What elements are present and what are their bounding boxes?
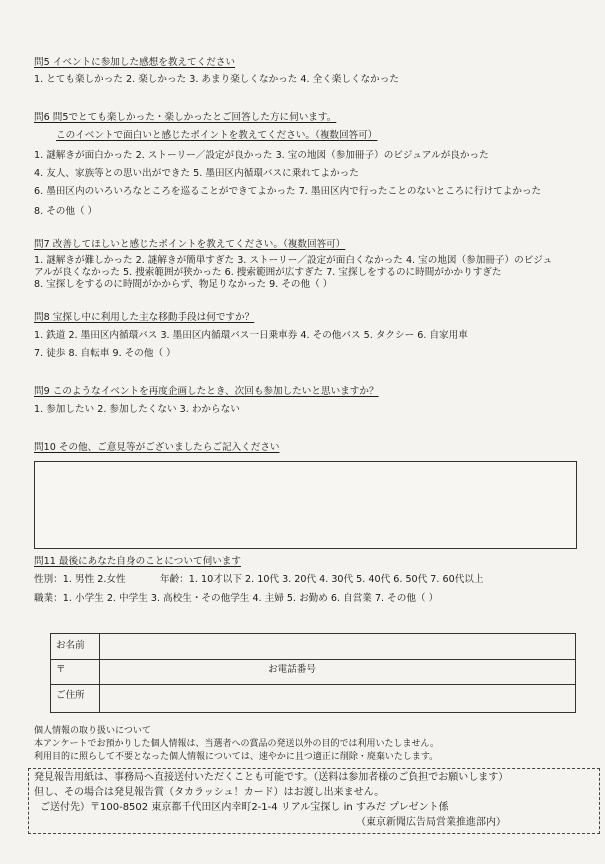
q6-options-line2[interactable]: 4. 友人、家族等との思い出ができた 5. 墨田区内循環バスに乗れてよかった	[34, 168, 359, 179]
q5-options[interactable]: 1. とても楽しかった 2. 楽しかった 3. あまり楽しくなかった 4. 全く楽しくなかった	[34, 74, 399, 85]
name-field[interactable]	[100, 634, 573, 658]
q7-options-line2[interactable]: アルが良くなかった 5. 捜索範囲が狭かった 6. 捜索範囲が広すぎた 7. 宝探しをするのに時間がかかりすぎた	[34, 267, 502, 278]
q6-subtitle: このイベントで面白いと感じたポイントを教えてください。（複数回答可）	[56, 130, 378, 141]
q8-options-line2[interactable]: 7. 徒歩 8. 自転車 9. その他（ ）	[34, 348, 176, 359]
q11-job[interactable]: 職業：1. 小学生 2. 中学生 3. 高校生・その他学生 4. 主婦 5. お勤め 6. 自営業 7. その他（ ）	[34, 593, 439, 604]
q9-title: 問9 このようなイベントを再度企画したとき、次回も参加したいと思いますか？	[34, 386, 379, 397]
q5-title: 問5 イベントに参加した感想を教えてください	[34, 57, 236, 68]
q10-comment-box[interactable]	[34, 461, 577, 549]
q9-options[interactable]: 1. 参加したい 2. 参加したくない 3. わからない	[34, 404, 240, 415]
phone-field[interactable]	[330, 659, 573, 683]
q6-options-line1[interactable]: 1. 謎解きが面白かった 2. ストーリー／設定が良かった 3. 宝の地図（参加冊子）のビジュアルが良かった	[34, 150, 489, 161]
q10-title: 問10 その他、ご意見等がございましたらご記入ください	[34, 442, 280, 453]
q8-title: 問8 宝探し中に利用した主な移動手段は何ですか？	[34, 312, 255, 323]
name-label: お名前	[56, 640, 85, 651]
q6-title: 問6 問5でとても楽しかった・楽しかったとご回答した方に伺います。	[34, 112, 337, 123]
q11-gender[interactable]: 性別：1. 男性 2.女性	[34, 574, 126, 585]
q6-options-line4[interactable]: 8. その他（ ）	[34, 206, 98, 217]
address-label: ご住所	[56, 690, 85, 701]
postal-label: 〒	[56, 664, 66, 675]
privacy-line1: 本アンケートでお預かりした個人情報は、当選者への賞品の発送以外の目的では利用いたしません。	[34, 739, 440, 749]
privacy-line2: 利用目的に照らして不要となった個人情報については、速やかに且つ適正に削除・廃棄いたします。	[34, 752, 439, 762]
postal-code-field[interactable]	[100, 659, 260, 683]
q7-title: 問7 改善してほしいと感じたポイントを教えてください。（複数回答可）	[34, 239, 346, 250]
notice-line1: 発見報告用紙は、事務局へ直接送付いただくことも可能です。（送料は参加者様のご負担でお願いします）	[34, 772, 509, 783]
notice-address: ご送付先）〒100-8502 東京都千代田区内幸町2-1-4 リアル宝探し in すみだ プレゼント係	[40, 802, 449, 813]
q6-options-line3[interactable]: 6. 墨田区内のいろいろなところを巡ることができてよかった 7. 墨田区内で行ったことのないところに行けてよかった	[34, 186, 542, 197]
phone-label: お電話番号	[268, 664, 316, 675]
q7-options-line1[interactable]: 1. 謎解きが難しかった 2. 謎解きが簡単すぎた 3. ストーリー／設定が面白くなかった 4. 宝の地図（参加冊子）のビジュ	[34, 255, 553, 266]
notice-department: （東京新聞広告局営業推進部内）	[356, 817, 506, 828]
q11-age[interactable]: 年齢：1. 10才以下 2. 10代 3. 20代 4. 30代 5. 40代 6. 50代 7. 60代以上	[160, 574, 484, 585]
notice-line2: 但し、その場合は発見報告賞（タカラッシュ！カード）はお渡し出来ません。	[34, 787, 385, 798]
q11-title: 問11 最後にあなた自身のことについて伺います	[34, 556, 241, 567]
q7-options-line3[interactable]: 8. 宝探しをするのに時間がかからず、物足りなかった 9. その他（ ）	[34, 279, 333, 290]
privacy-heading: 個人情報の取り扱いについて	[34, 726, 151, 736]
q8-options-line1[interactable]: 1. 鉄道 2. 墨田区内循環バス 3. 墨田区内循環バス一日乗車券 4. その他バス 5. タクシー 6. 自家用車	[34, 330, 468, 341]
address-field[interactable]	[100, 684, 573, 710]
